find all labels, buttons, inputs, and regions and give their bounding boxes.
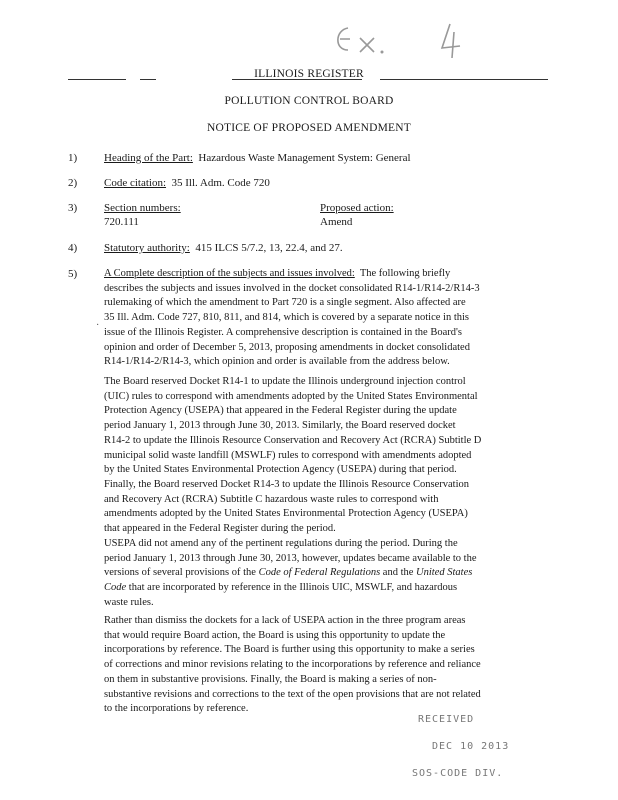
para1-first-line [104,267,524,282]
para2-line: The Board reserved Docket R14-1 to update the Illinois underground injection control [104,376,466,387]
para2-line: that appeared in the Federal Register during the period. [104,523,336,535]
item-2-number: 2) [68,177,78,189]
para4-line: Rather than dismiss the dockets for a lack of USEPA action in the three program areas [104,615,466,626]
item-2-label: Code citation: [104,177,167,189]
item-5-paragraph-4 [104,614,524,717]
item-3-number: 3) [68,202,78,214]
para4-line: to the incorporations by reference. [104,703,249,715]
handwritten-exhibit-mark [330,18,480,62]
para1-line: rulemaking of which the amendment to Part 720 is a single segment. Also affected are [104,297,466,309]
item-1-value: Hazardous Waste Management System: General [198,152,411,164]
para4-line: incorporations by reference. The Board is further using this opportunity to make a series [104,644,475,656]
para3-line: period January 1, 2013 through June 30, 2013, however, updates became available to the [104,552,477,564]
para2-line: and Recovery Act (RCRA) Subtitle C hazardous waste rules to correspond with [104,493,439,505]
para4-line: that would require Board action, the Board is using this opportunity to update the [104,629,446,641]
received-stamp: RECEIVED [418,714,475,725]
para4-line: substantive revisions and corrections to the text of the open provisions that are not related [104,688,481,700]
para3-line [104,566,524,581]
para2-line: period January 1, 2013 through June 30, 2013. Similarly, the Board reserved docket [104,420,456,432]
para1-line: opinion and order of December 5, 2013, proposing amendments in docket consolidated [104,341,470,353]
item-4-label: Statutory authority: [104,242,190,254]
para2-line: Finally, the Board reserved Docket R14-3 to update the Illinois Resource Conservation [104,478,469,490]
item-5-paragraph-3 [104,537,524,611]
register-title: ILLINOIS REGISTER [254,68,364,80]
para3-usc-italic: United States [416,567,473,579]
item-2-value: 35 Ill. Adm. Code 720 [171,177,270,189]
para1-line: describes the subjects and issues involved in the docket consolidated R14-1/R14-2/R14-3 [104,282,480,294]
para1-lead: The following briefly [359,268,451,279]
item-1 [104,152,411,164]
item-2 [104,177,270,189]
item-5-label: A Complete description of the subjects and issues involved: [104,268,355,279]
para2-line: (UIC) rules to correspond with amendments adopted by the United States Environmental [104,390,478,402]
para1-line: issue of the Illinois Register. A comprehensive description is contained in the Board's [104,326,462,338]
office-stamp: SOS-CODE DIV. [412,768,504,779]
para2-line: amendments adopted by the United States Environmental Protection Agency (USEPA) [104,508,468,520]
board-title: POLLUTION CONTROL BOARD [224,95,394,107]
para1-line: 35 Ill. Adm. Code 727, 810, 811, and 814, which is covered by a separate notice in this [104,312,469,324]
para3-code-italic: Code [104,582,127,594]
para2-line: by the United States Environmental Protection Agency (USEPA) during that period. [104,464,457,476]
item-5-paragraph-2 [104,375,524,537]
para2-line: municipal solid waste landfill (MSWLF) rules to correspond with amendments adopted [104,449,472,461]
margin-dot: · [96,320,100,331]
para3-text: and the [380,567,417,579]
handwriting-drawing [330,18,480,62]
para3-text: versions of several provisions of the [104,567,259,579]
item-4-number: 4) [68,242,78,254]
para4-line: of corrections and minor revisions relating to the incorporations by reference and reliance [104,659,481,671]
item-3-label2: Proposed action: [320,202,394,214]
para3-line [104,581,524,596]
item-1-number: 1) [68,152,78,164]
item-3-label: Section numbers: [104,202,181,214]
item-5-paragraph-1 [104,267,524,370]
item-5-number: 5) [68,268,78,280]
item-1-label: Heading of the Part: [104,152,193,164]
para3-line: USEPA did not amend any of the pertinent regulations during the period. During the [104,538,458,549]
para4-line: on them in substantive provisions. Finally, the Board is making a series of non- [104,673,437,685]
para2-line: R14-2 to update the Illinois Resource Conservation and Recovery Act (RCRA) Subtitle D [104,434,482,446]
item-4 [104,242,343,254]
para2-line: Protection Agency (USEPA) that appeared in the Federal Register during the update [104,405,457,417]
para1-line: R14-1/R14-2/R14-3, which opinion and order is available from the address below. [104,356,450,368]
item-4-value: 415 ILCS 5/7.2, 13, 22.4, and 27. [195,242,343,254]
item-3-value2: Amend [320,216,353,228]
para3-text: that are incorporated by reference in the Illinois UIC, MSWLF, and hazardous [126,582,458,594]
item-3-value: 720.111 [104,216,139,228]
date-stamp: DEC 10 2013 [432,741,510,752]
para3-line: waste rules. [104,596,154,608]
notice-title: NOTICE OF PROPOSED AMENDMENT [207,122,411,134]
para3-cfr-italic: Code of Federal Regulations [258,567,381,579]
